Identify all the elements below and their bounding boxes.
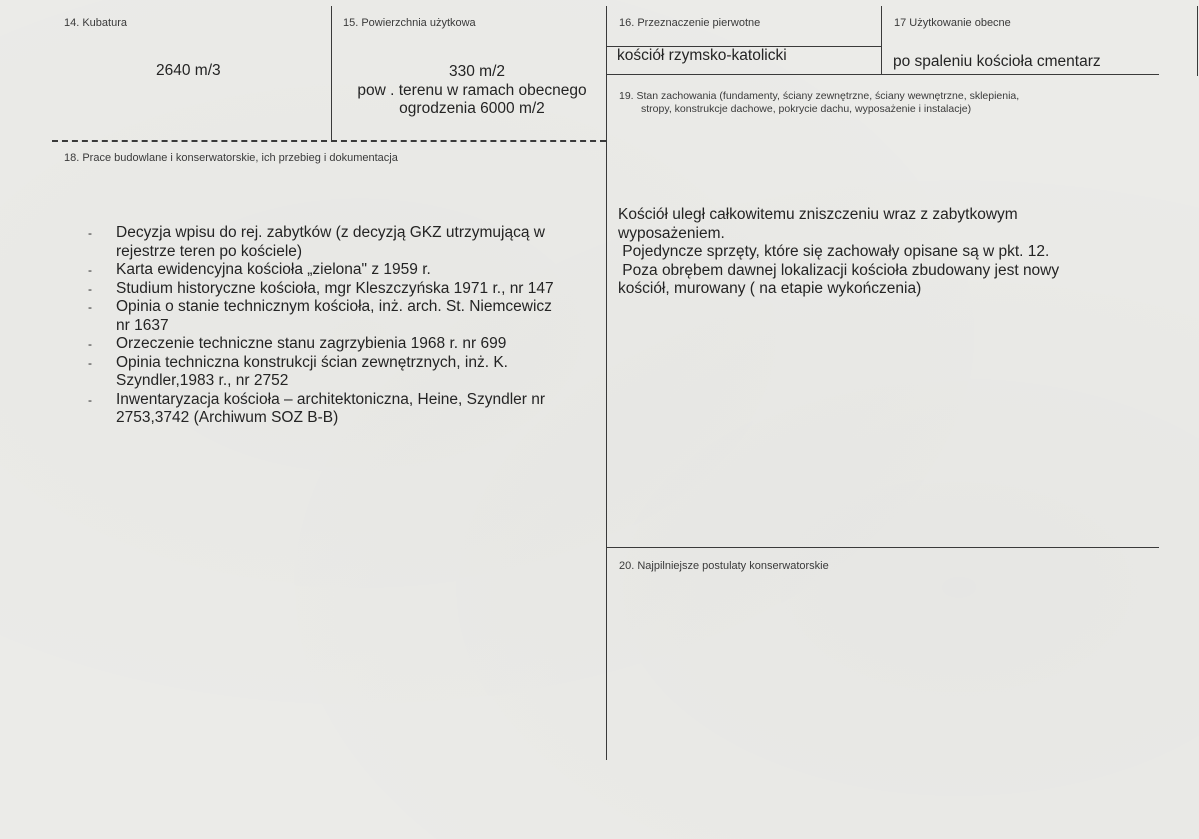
field-19-label-line: 19. Stan zachowania (fundamenty, ściany zewnętrzne, ściany wewnętrzne, sklepienia, — [619, 90, 1020, 102]
field-15-value — [338, 63, 606, 119]
list-bullet: - — [88, 355, 92, 370]
list-bullet: - — [88, 337, 92, 351]
divider-right-edge — [1197, 6, 1198, 76]
field-16-value: kościół rzymsko-katolicki — [617, 47, 787, 64]
list-item-line: Szyndler,1983 r., nr 2752 — [116, 372, 289, 389]
list-item-line: Karta ewidencyjna kościoła „zielona" z 1959 r. — [116, 261, 431, 278]
list-item — [88, 335, 598, 354]
list-item-line: rejestrze teren po kościele) — [116, 242, 303, 260]
rule-19-20 — [606, 547, 1159, 548]
list-bullet: - — [88, 226, 92, 240]
list-item-line: Orzeczenie techniczne stanu zagrzybienia 1968 r. nr 699 — [116, 335, 507, 352]
list-bullet: - — [88, 300, 92, 314]
field-19-value — [618, 206, 1059, 299]
list-item — [88, 391, 598, 428]
rule-16-bottom — [606, 74, 881, 75]
rule-17-value — [881, 74, 1159, 75]
list-item — [88, 280, 598, 299]
list-item-line: 2753,3742 (Archiwum SOZ B-B) — [116, 409, 339, 426]
list-item-line: Inwentaryzacja kościoła – architektoniczna, Heine, Szyndler nr — [116, 390, 546, 408]
list-bullet: - — [88, 263, 92, 277]
field-19-line: wyposażeniem. — [618, 224, 725, 242]
field-15-label: 15. Powierzchnia użytkowa — [343, 17, 476, 29]
field-18-label: 18. Prace budowlane i konserwatorskie, ich przebieg i dokumentacja — [64, 152, 398, 164]
field-16-label: 16. Przeznaczenie pierwotne — [619, 17, 761, 29]
list-item-line: Studium historyczne kościoła, mgr Kleszczyńska 1971 r., nr 147 — [116, 279, 554, 297]
list-bullet: - — [88, 392, 92, 407]
rule-top-section — [52, 140, 606, 142]
field-19-label-line: stropy, konstrukcje dachowe, pokrycie dachu, wyposażenie i instalacje) — [641, 103, 972, 115]
field-20-label: 20. Najpilniejsze postulaty konserwatorskie — [619, 560, 829, 572]
field-14-value: 2640 m/3 — [156, 62, 221, 79]
field-19-line: kościół, murowany ( na etapie wykończenia) — [618, 280, 922, 297]
field-15-line: ogrodzenia 6000 m/2 — [399, 100, 545, 117]
field-15-line: 330 m/2 — [448, 63, 505, 80]
list-item — [88, 354, 598, 391]
field-15-line: pow . terenu w ramach obecnego — [357, 81, 587, 99]
field-19-line: Kościół uległ całkowitemu zniszczeniu wraz z zabytkowym — [618, 206, 1018, 223]
list-item-line: nr 1637 — [116, 316, 169, 334]
documentation-list — [88, 224, 598, 428]
divider-14-15 — [331, 6, 332, 142]
field-19-label — [619, 90, 1019, 116]
field-14-label: 14. Kubatura — [64, 17, 127, 29]
field-19-line: Poza obrębem dawnej lokalizacji kościoła zbudowany jest nowy — [618, 261, 1060, 279]
field-17-value: po spaleniu kościoła cmentarz — [893, 53, 1101, 70]
list-item — [88, 224, 598, 261]
list-bullet: - — [88, 281, 92, 296]
divider-main — [606, 6, 607, 760]
field-19-line: Pojedyncze sprzęty, które się zachowały opisane są w pkt. 12. — [618, 243, 1050, 260]
field-17-label: 17 Użytkowanie obecne — [894, 17, 1011, 29]
divider-16-17 — [881, 6, 882, 74]
list-item-line: Decyzja wpisu do rej. zabytków (z decyzją GKZ utrzymującą w — [116, 224, 545, 241]
list-item — [88, 298, 598, 335]
list-item — [88, 261, 598, 280]
list-item-line: Opinia techniczna konstrukcji ścian zewnętrznych, inż. K. — [116, 353, 508, 371]
list-item-line: Opinia o stanie technicznym kościoła, inż. arch. St. Niemcewicz — [116, 298, 552, 315]
